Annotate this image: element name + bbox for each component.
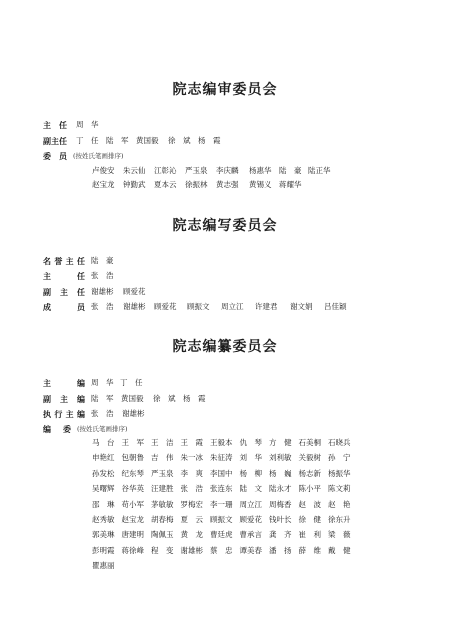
- name: 黄志强: [216, 180, 239, 189]
- editor-name: 戴 健: [328, 545, 351, 555]
- name: 钟勤武: [123, 180, 146, 189]
- editor-name: 顾爱花: [239, 514, 262, 524]
- name: 杨惠华: [249, 166, 272, 175]
- editor-name: 孙 宁: [328, 453, 351, 463]
- editor-name: 孙发松: [92, 468, 115, 478]
- editor-name: 徐东升: [328, 514, 351, 524]
- name: 徐 斌: [168, 136, 191, 145]
- name: 严玉泉: [185, 166, 208, 175]
- editor-name: 石晓兵: [328, 438, 351, 447]
- editor-name: 方 健: [269, 438, 292, 447]
- editor-name: 朱征涛: [210, 453, 233, 463]
- section-title-compilation-committee: 院志编纂委员会: [172, 339, 278, 355]
- editor-name: 吴曙辉: [92, 484, 115, 494]
- role-label: 副主任: [43, 287, 85, 297]
- name: 卢俊安: [92, 166, 115, 175]
- name: 周 华: [91, 378, 114, 387]
- name: 黄国毅: [136, 136, 159, 145]
- editor-name: 茅敏敏: [151, 499, 174, 509]
- editor-name: 罗梅宏: [180, 499, 203, 509]
- editor-name: 彭明霞: [92, 545, 115, 555]
- editor-name: 苟小军: [121, 499, 144, 509]
- editor-name: 张 浩: [180, 484, 203, 494]
- editor-name: 李 爽: [180, 468, 203, 478]
- editor-name: 石美桐: [298, 438, 321, 447]
- name: 谢雄彬: [91, 287, 114, 296]
- editor-name: 纪东琴: [121, 468, 144, 478]
- editor-name: 朱一冰: [180, 453, 203, 463]
- editor-name: 吉 伟: [151, 453, 174, 463]
- editor-name: 顾振文: [210, 514, 233, 524]
- name: 徐 斌: [153, 394, 176, 403]
- name: 张 浩: [91, 302, 114, 311]
- role-label: 主 任: [43, 120, 67, 130]
- name: 丁 任: [76, 136, 99, 145]
- editor-name: 蔡 忠: [210, 545, 233, 555]
- section-title-writing-committee: 院志编写委员会: [172, 218, 278, 234]
- editorial-board-names: [92, 435, 358, 574]
- editor-name: 曹廷虎: [210, 530, 233, 540]
- name: 许建君: [255, 302, 278, 311]
- name: 陆 豪: [279, 166, 302, 175]
- editor-name: 瞿惠丽: [92, 561, 115, 571]
- editor-name: 赵 波: [298, 499, 321, 509]
- name: 陆 豪: [91, 256, 114, 265]
- editor-name: 潘 扬: [269, 545, 292, 555]
- editor-name: 薛 维: [298, 545, 321, 555]
- name: 李庆麟: [216, 166, 239, 175]
- editor-name: 郭美琳: [92, 530, 115, 540]
- name: 丁 任: [120, 378, 143, 387]
- editor-name: 崔 利: [298, 530, 321, 540]
- editor-name: 邵 琳: [92, 499, 115, 509]
- editor-name: 黄 龙: [180, 530, 203, 540]
- editor-name: 汪建胜: [151, 484, 174, 494]
- editor-name: 龚 齐: [269, 530, 292, 540]
- editor-name: 王 霞: [180, 438, 203, 447]
- editor-name: 谭美春: [239, 545, 262, 555]
- editor-name: 杨 巍: [269, 468, 292, 478]
- editor-name: 程 变: [151, 545, 174, 555]
- name: 杨 霞: [183, 394, 206, 403]
- editor-name: 赵秀敏: [92, 514, 115, 524]
- role-label: 委 员: [43, 151, 67, 161]
- editor-name: 王毅本: [210, 438, 233, 447]
- editor-name: 刘 华: [239, 453, 262, 463]
- editor-name: 关毅树: [298, 453, 321, 463]
- editor-name: 陈文莉: [328, 484, 351, 494]
- editor-name: 夏 云: [180, 514, 203, 524]
- name: 顾振文: [187, 302, 210, 311]
- role-label: 副主任: [43, 136, 67, 146]
- editor-name: 钱叶长: [269, 514, 292, 524]
- name: 徐振林: [185, 180, 208, 189]
- editor-name: 谢雄彬: [180, 545, 203, 555]
- editor-name: 赵 艳: [328, 499, 351, 509]
- editor-name: 蒋徐峰: [121, 545, 144, 555]
- editor-name: 杨 柳: [239, 468, 262, 478]
- editor-name: 唐建明: [121, 530, 144, 540]
- section-title-review-committee: 院志编审委员会: [172, 82, 278, 98]
- editor-name: 仇 琴: [239, 438, 262, 447]
- role-label: 编 委: [43, 424, 71, 434]
- name: 谢雄彬: [123, 302, 146, 311]
- name: 周 华: [76, 120, 99, 129]
- name: 张 浩: [91, 409, 114, 418]
- name: 朱云仙: [123, 166, 146, 175]
- editor-name: 刘利敏: [269, 453, 292, 463]
- role-label: 执行主编: [43, 409, 85, 419]
- editor-name: 曹承言: [239, 530, 262, 540]
- role-label: 副主编: [43, 394, 85, 404]
- name: 陆正华: [308, 166, 331, 175]
- editor-name: 申艳红: [92, 453, 115, 463]
- editor-name: 陈小平: [298, 484, 321, 494]
- role-label: 主 编: [43, 378, 85, 388]
- editor-name: 陆永才: [269, 484, 292, 494]
- editor-name: 张连东: [210, 484, 233, 494]
- editor-name: 杨振华: [328, 468, 351, 478]
- editor-name: 陶佩玉: [151, 530, 174, 540]
- role-label: 主 任: [43, 271, 85, 281]
- name: 顾爱花: [123, 287, 146, 296]
- name: 杨 霞: [198, 136, 221, 145]
- name: 谢文娟: [290, 302, 313, 311]
- editor-name: 周立江: [239, 499, 262, 509]
- name: 吕佳颖: [324, 302, 347, 311]
- name: 张 浩: [91, 271, 114, 280]
- editor-name: 梁 薇: [328, 530, 351, 540]
- name: 黄锡义: [249, 180, 272, 189]
- name: 周立江: [221, 302, 244, 311]
- editor-name: 杨志新: [298, 468, 321, 478]
- editor-name: 徐 健: [298, 514, 321, 524]
- editor-name: 胡春梅: [151, 514, 174, 524]
- editor-name: 陆 文: [239, 484, 262, 494]
- editor-name: 包朝鲁: [121, 453, 144, 463]
- sort-note: (按姓氏笔画排序): [73, 152, 124, 160]
- editor-name: 谷华英: [121, 484, 144, 494]
- name: 陆 军: [91, 394, 114, 403]
- editor-name: 马 台: [92, 438, 115, 447]
- name: 赵宝龙: [92, 180, 115, 189]
- editor-name: 严玉泉: [151, 468, 174, 478]
- editor-name: 王 洁: [151, 438, 174, 447]
- editor-name: 李国中: [210, 468, 233, 478]
- name: 蒋耀华: [279, 180, 302, 189]
- editor-name: 周梅香: [269, 499, 292, 509]
- name: 黄国毅: [121, 394, 144, 403]
- editor-name: 赵宝龙: [121, 514, 144, 524]
- name: 顾爱花: [154, 302, 177, 311]
- name: 陆 军: [106, 136, 129, 145]
- name: 夏本云: [154, 180, 177, 189]
- role-label: 名誉主任: [43, 256, 85, 266]
- editor-name: 王 军: [121, 438, 144, 447]
- role-label: 成 员: [43, 302, 85, 312]
- name: 谢雄彬: [122, 409, 145, 418]
- sort-note: (按姓氏笔画排序): [77, 425, 128, 433]
- name: 江彰沁: [154, 166, 177, 175]
- editor-name: 李一珊: [210, 499, 233, 509]
